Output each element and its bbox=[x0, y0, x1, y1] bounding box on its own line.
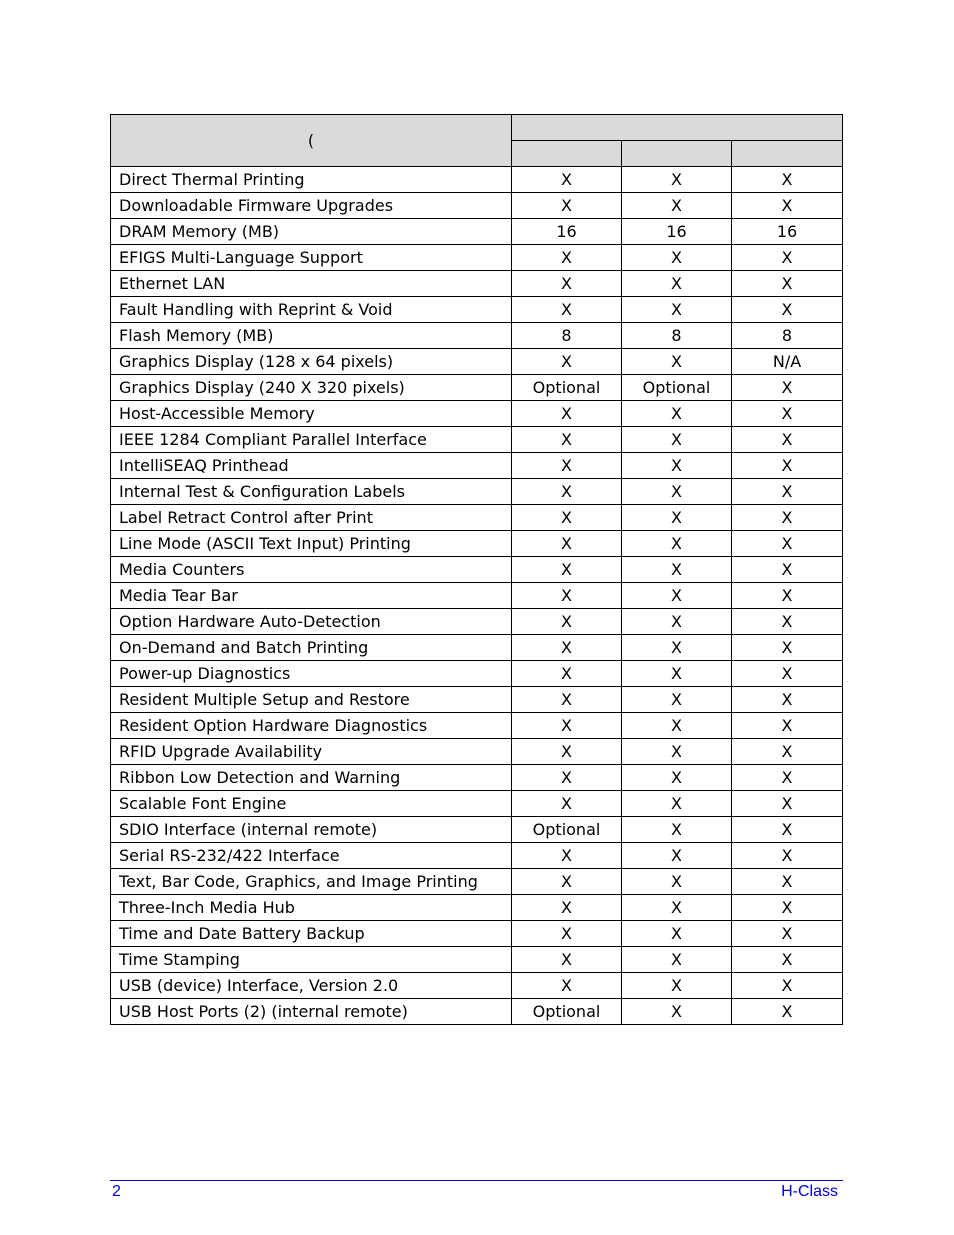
feature-name-cell: Label Retract Control after Print bbox=[111, 505, 512, 531]
model-support-cell: X bbox=[622, 921, 732, 947]
feature-name-cell: USB (device) Interface, Version 2.0 bbox=[111, 973, 512, 999]
model-support-cell: Optional bbox=[512, 999, 622, 1025]
model-support-cell: X bbox=[512, 635, 622, 661]
feature-table bbox=[110, 114, 843, 1025]
model-support-cell: X bbox=[622, 999, 732, 1025]
model-support-cell: X bbox=[622, 505, 732, 531]
model-support-cell: X bbox=[512, 193, 622, 219]
model-support-cell: X bbox=[732, 531, 843, 557]
model-support-cell: X bbox=[622, 453, 732, 479]
model-support-cell: X bbox=[622, 869, 732, 895]
table-row bbox=[111, 817, 843, 843]
model-support-cell: X bbox=[732, 479, 843, 505]
model-support-cell: X bbox=[732, 271, 843, 297]
model-support-cell: X bbox=[732, 765, 843, 791]
feature-rows bbox=[111, 167, 843, 1025]
feature-name-cell: Scalable Font Engine bbox=[111, 791, 512, 817]
model-support-cell: X bbox=[512, 869, 622, 895]
model-support-cell: Optional bbox=[512, 817, 622, 843]
feature-name-cell: Ribbon Low Detection and Warning bbox=[111, 765, 512, 791]
model-support-cell: X bbox=[622, 635, 732, 661]
table-row bbox=[111, 453, 843, 479]
model-support-cell: X bbox=[512, 167, 622, 193]
model-column-header bbox=[622, 141, 732, 167]
model-support-cell: X bbox=[512, 557, 622, 583]
feature-column-header-label: ( bbox=[307, 131, 315, 150]
model-support-cell: X bbox=[622, 817, 732, 843]
feature-name-cell: Direct Thermal Printing bbox=[111, 167, 512, 193]
model-support-cell: X bbox=[622, 557, 732, 583]
table-row bbox=[111, 505, 843, 531]
model-support-cell: X bbox=[622, 297, 732, 323]
feature-name-cell: DRAM Memory (MB) bbox=[111, 219, 512, 245]
table-row bbox=[111, 609, 843, 635]
table-row bbox=[111, 401, 843, 427]
model-support-cell: X bbox=[732, 557, 843, 583]
feature-name-cell: Downloadable Firmware Upgrades bbox=[111, 193, 512, 219]
table-row bbox=[111, 375, 843, 401]
model-support-cell: X bbox=[512, 609, 622, 635]
feature-name-cell: Time Stamping bbox=[111, 947, 512, 973]
model-support-cell: X bbox=[622, 245, 732, 271]
model-support-cell: X bbox=[732, 739, 843, 765]
feature-name-cell: USB Host Ports (2) (internal remote) bbox=[111, 999, 512, 1025]
model-support-cell: X bbox=[732, 843, 843, 869]
model-support-cell: X bbox=[732, 973, 843, 999]
table-row bbox=[111, 167, 843, 193]
feature-name-cell: Three-Inch Media Hub bbox=[111, 895, 512, 921]
feature-name-cell: IntelliSEAQ Printhead bbox=[111, 453, 512, 479]
model-column-header bbox=[732, 141, 843, 167]
model-support-cell: X bbox=[732, 921, 843, 947]
feature-name-cell: Ethernet LAN bbox=[111, 271, 512, 297]
model-support-cell: X bbox=[732, 375, 843, 401]
table-row bbox=[111, 583, 843, 609]
table-row bbox=[111, 765, 843, 791]
model-support-cell: X bbox=[512, 713, 622, 739]
table-row bbox=[111, 323, 843, 349]
table-row bbox=[111, 869, 843, 895]
feature-name-cell: Power-up Diagnostics bbox=[111, 661, 512, 687]
model-column-header bbox=[512, 141, 622, 167]
table-row bbox=[111, 271, 843, 297]
model-support-cell: 8 bbox=[622, 323, 732, 349]
model-support-cell: X bbox=[512, 895, 622, 921]
feature-name-cell: EFIGS Multi-Language Support bbox=[111, 245, 512, 271]
model-support-cell: X bbox=[512, 453, 622, 479]
model-support-cell: X bbox=[732, 427, 843, 453]
model-support-cell: X bbox=[732, 869, 843, 895]
model-support-cell: X bbox=[512, 531, 622, 557]
model-support-cell: X bbox=[622, 167, 732, 193]
table-row bbox=[111, 635, 843, 661]
model-support-cell: X bbox=[622, 427, 732, 453]
model-support-cell: X bbox=[732, 609, 843, 635]
model-support-cell: X bbox=[512, 479, 622, 505]
table-row bbox=[111, 297, 843, 323]
model-support-cell: X bbox=[512, 687, 622, 713]
model-support-cell: X bbox=[732, 635, 843, 661]
model-support-cell: X bbox=[622, 843, 732, 869]
table-row bbox=[111, 739, 843, 765]
model-support-cell: X bbox=[732, 947, 843, 973]
model-support-cell: X bbox=[622, 895, 732, 921]
feature-name-cell: Time and Date Battery Backup bbox=[111, 921, 512, 947]
table-row bbox=[111, 219, 843, 245]
feature-name-cell: Fault Handling with Reprint & Void bbox=[111, 297, 512, 323]
model-support-cell: X bbox=[622, 791, 732, 817]
model-support-cell: 16 bbox=[732, 219, 843, 245]
feature-name-cell: On-Demand and Batch Printing bbox=[111, 635, 512, 661]
feature-name-cell: Host-Accessible Memory bbox=[111, 401, 512, 427]
feature-name-cell: SDIO Interface (internal remote) bbox=[111, 817, 512, 843]
page-number: 2 bbox=[112, 1183, 121, 1200]
model-support-cell: X bbox=[732, 687, 843, 713]
model-support-cell: X bbox=[512, 401, 622, 427]
model-support-cell: Optional bbox=[622, 375, 732, 401]
model-support-cell: X bbox=[622, 973, 732, 999]
model-support-cell: X bbox=[512, 427, 622, 453]
model-support-cell: X bbox=[512, 739, 622, 765]
feature-name-cell: Internal Test & Configuration Labels bbox=[111, 479, 512, 505]
model-support-cell: X bbox=[732, 713, 843, 739]
model-support-cell: X bbox=[622, 401, 732, 427]
model-support-cell: X bbox=[622, 349, 732, 375]
model-support-cell: X bbox=[512, 583, 622, 609]
model-support-cell: X bbox=[622, 739, 732, 765]
model-support-cell: X bbox=[512, 245, 622, 271]
model-support-cell: X bbox=[732, 193, 843, 219]
feature-name-cell: Option Hardware Auto-Detection bbox=[111, 609, 512, 635]
table-row bbox=[111, 713, 843, 739]
table-row bbox=[111, 427, 843, 453]
feature-name-cell: Resident Multiple Setup and Restore bbox=[111, 687, 512, 713]
model-support-cell: X bbox=[512, 505, 622, 531]
model-support-cell: X bbox=[622, 661, 732, 687]
table-row bbox=[111, 843, 843, 869]
table-row bbox=[111, 895, 843, 921]
models-group-header bbox=[512, 115, 843, 141]
model-support-cell: X bbox=[512, 297, 622, 323]
feature-name-cell: Media Tear Bar bbox=[111, 583, 512, 609]
model-support-cell: X bbox=[512, 349, 622, 375]
table-row bbox=[111, 947, 843, 973]
model-support-cell: X bbox=[732, 817, 843, 843]
feature-name-cell: Resident Option Hardware Diagnostics bbox=[111, 713, 512, 739]
model-support-cell: X bbox=[622, 531, 732, 557]
table-row bbox=[111, 245, 843, 271]
product-name: H-Class bbox=[781, 1183, 838, 1200]
footer-rule bbox=[110, 1180, 843, 1181]
model-support-cell: X bbox=[732, 999, 843, 1025]
model-support-cell: X bbox=[512, 765, 622, 791]
feature-name-cell: Line Mode (ASCII Text Input) Printing bbox=[111, 531, 512, 557]
model-support-cell: X bbox=[622, 193, 732, 219]
model-support-cell: X bbox=[512, 843, 622, 869]
table-row bbox=[111, 349, 843, 375]
model-support-cell: X bbox=[512, 271, 622, 297]
feature-name-cell: IEEE 1284 Compliant Parallel Interface bbox=[111, 427, 512, 453]
model-support-cell: X bbox=[732, 895, 843, 921]
feature-name-cell: Media Counters bbox=[111, 557, 512, 583]
feature-name-cell: Graphics Display (128 x 64 pixels) bbox=[111, 349, 512, 375]
model-support-cell: 8 bbox=[732, 323, 843, 349]
feature-name-cell: Graphics Display (240 X 320 pixels) bbox=[111, 375, 512, 401]
model-support-cell: N/A bbox=[732, 349, 843, 375]
feature-name-cell: Serial RS-232/422 Interface bbox=[111, 843, 512, 869]
model-support-cell: X bbox=[622, 609, 732, 635]
model-support-cell: X bbox=[622, 271, 732, 297]
model-support-cell: X bbox=[732, 583, 843, 609]
feature-name-cell: RFID Upgrade Availability bbox=[111, 739, 512, 765]
model-support-cell: X bbox=[622, 947, 732, 973]
model-support-cell: Optional bbox=[512, 375, 622, 401]
model-support-cell: 8 bbox=[512, 323, 622, 349]
model-support-cell: X bbox=[622, 713, 732, 739]
model-support-cell: 16 bbox=[512, 219, 622, 245]
model-support-cell: X bbox=[732, 245, 843, 271]
model-support-cell: X bbox=[512, 921, 622, 947]
model-support-cell: X bbox=[732, 453, 843, 479]
feature-name-cell: Flash Memory (MB) bbox=[111, 323, 512, 349]
model-support-cell: X bbox=[732, 505, 843, 531]
model-support-cell: X bbox=[512, 947, 622, 973]
table-row bbox=[111, 531, 843, 557]
model-support-cell: X bbox=[732, 401, 843, 427]
model-support-cell: X bbox=[512, 661, 622, 687]
model-support-cell: X bbox=[732, 297, 843, 323]
model-support-cell: X bbox=[732, 167, 843, 193]
table-row bbox=[111, 479, 843, 505]
feature-column-header bbox=[111, 115, 512, 167]
model-support-cell: X bbox=[622, 765, 732, 791]
model-support-cell: X bbox=[732, 661, 843, 687]
table-row bbox=[111, 999, 843, 1025]
model-support-cell: X bbox=[512, 973, 622, 999]
model-support-cell: X bbox=[622, 583, 732, 609]
feature-name-cell: Text, Bar Code, Graphics, and Image Printing bbox=[111, 869, 512, 895]
model-support-cell: X bbox=[622, 687, 732, 713]
model-support-cell: 16 bbox=[622, 219, 732, 245]
table-row bbox=[111, 557, 843, 583]
model-support-cell: X bbox=[512, 791, 622, 817]
model-support-cell: X bbox=[622, 479, 732, 505]
table-row bbox=[111, 687, 843, 713]
table-row bbox=[111, 791, 843, 817]
table-row bbox=[111, 921, 843, 947]
table-row bbox=[111, 973, 843, 999]
table-row bbox=[111, 661, 843, 687]
table-row bbox=[111, 193, 843, 219]
model-support-cell: X bbox=[732, 791, 843, 817]
